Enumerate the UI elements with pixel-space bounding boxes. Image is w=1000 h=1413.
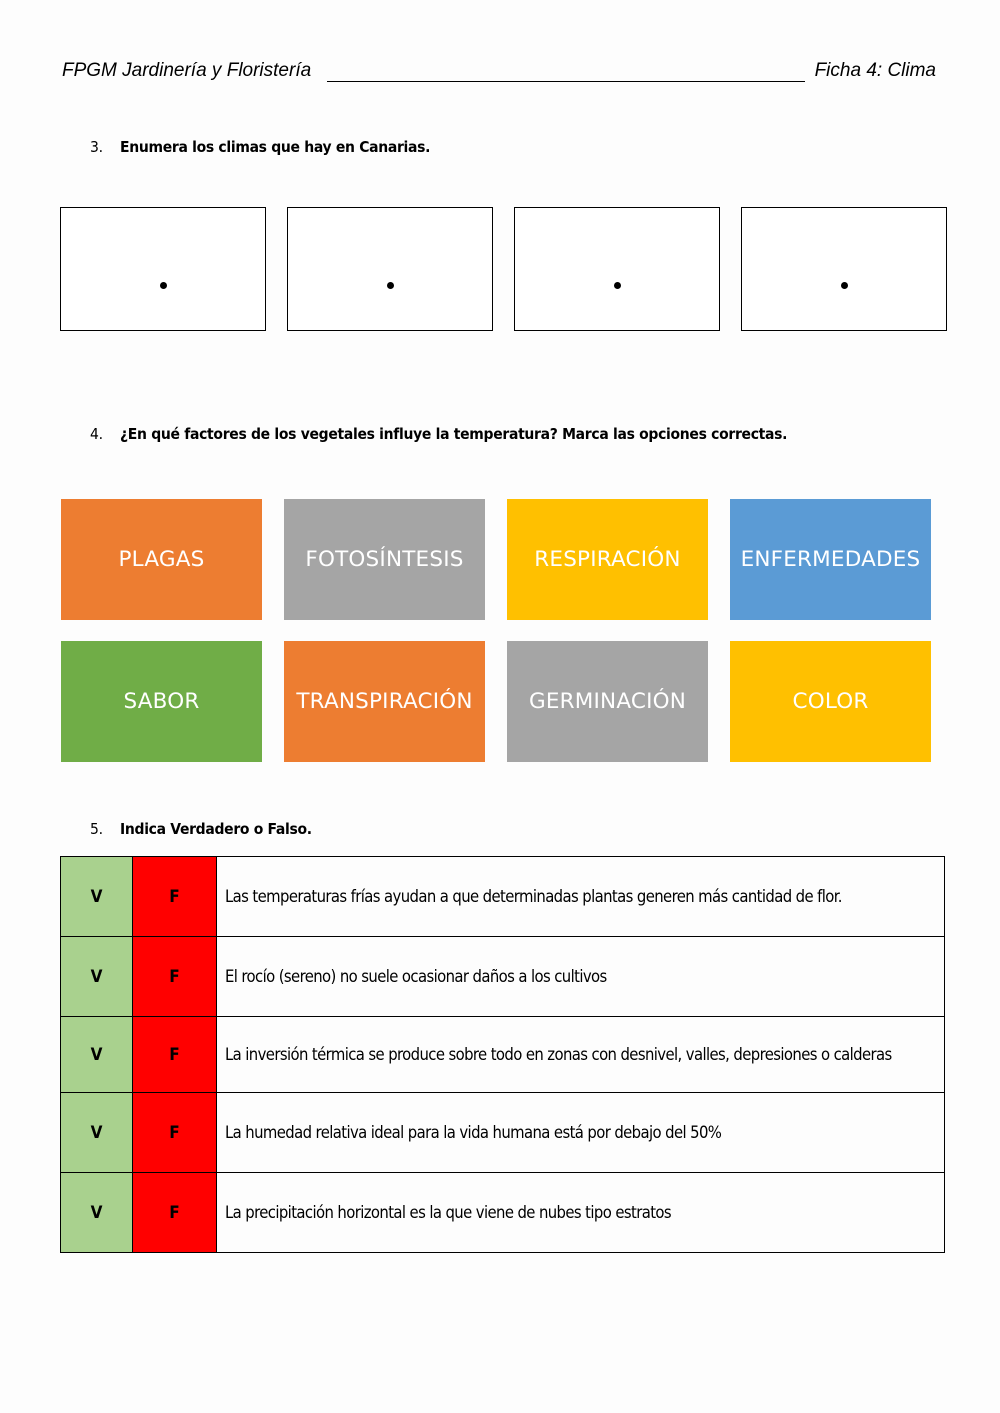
question-3-number: 3. <box>90 138 103 156</box>
table-row <box>61 1093 945 1173</box>
bullet-dot <box>387 282 394 289</box>
option-plagas[interactable]: PLAGAS <box>61 499 262 620</box>
option-enfermedades[interactable]: ENFERMEDADES <box>730 499 931 620</box>
table-row <box>61 1017 945 1093</box>
true-button[interactable]: V <box>61 857 133 937</box>
false-button[interactable]: F <box>133 1093 217 1173</box>
bullet-dot <box>841 282 848 289</box>
option-color[interactable]: COLOR <box>730 641 931 762</box>
header-rule <box>327 81 805 82</box>
question-4-text: ¿En qué factores de los vegetales influye la temperatura? Marca las opciones correctas. <box>120 425 788 443</box>
option-transpiracion[interactable]: TRANSPIRACIÓN <box>284 641 485 762</box>
true-false-table <box>60 856 945 1253</box>
answer-box-2[interactable] <box>287 207 493 331</box>
question-3-text: Enumera los climas que hay en Canarias. <box>120 138 431 156</box>
answer-box-1[interactable] <box>60 207 266 331</box>
bullet-dot <box>160 282 167 289</box>
option-fotosintesis[interactable]: FOTOSÍNTESIS <box>284 499 485 620</box>
false-button[interactable]: F <box>133 857 217 937</box>
answer-box-3[interactable] <box>514 207 720 331</box>
option-sabor[interactable]: SABOR <box>61 641 262 762</box>
question-4-title <box>90 425 787 443</box>
statement-4: La humedad relativa ideal para la vida humana está por debajo del 50% <box>217 1093 945 1173</box>
option-germinacion[interactable]: GERMINACIÓN <box>507 641 708 762</box>
true-button[interactable]: V <box>61 937 133 1017</box>
answer-box-4[interactable] <box>741 207 947 331</box>
false-button[interactable]: F <box>133 937 217 1017</box>
question-5-text: Indica Verdadero o Falso. <box>120 820 312 838</box>
statement-2: El rocío (sereno) no suele ocasionar daños a los cultivos <box>217 937 945 1017</box>
true-button[interactable]: V <box>61 1173 133 1253</box>
question-4-number: 4. <box>90 425 103 443</box>
bullet-dot <box>614 282 621 289</box>
question-5-number: 5. <box>90 820 103 838</box>
table-row <box>61 1173 945 1253</box>
true-button[interactable]: V <box>61 1017 133 1093</box>
statement-3: La inversión térmica se produce sobre todo en zonas con desnivel, valles, depresiones o calderas <box>217 1017 945 1093</box>
question-5-title <box>90 820 312 838</box>
true-button[interactable]: V <box>61 1093 133 1173</box>
question-3-title <box>90 138 430 156</box>
statement-5: La precipitación horizontal es la que viene de nubes tipo estratos <box>217 1173 945 1253</box>
table-row <box>61 937 945 1017</box>
header-worksheet-title: Ficha 4: Clima <box>814 60 936 81</box>
table-row <box>61 857 945 937</box>
option-respiracion[interactable]: RESPIRACIÓN <box>507 499 708 620</box>
false-button[interactable]: F <box>133 1173 217 1253</box>
header-course-title: FPGM Jardinería y Floristería <box>62 60 312 81</box>
statement-1: Las temperaturas frías ayudan a que determinadas plantas generen más cantidad de flor. <box>217 857 945 937</box>
false-button[interactable]: F <box>133 1017 217 1093</box>
